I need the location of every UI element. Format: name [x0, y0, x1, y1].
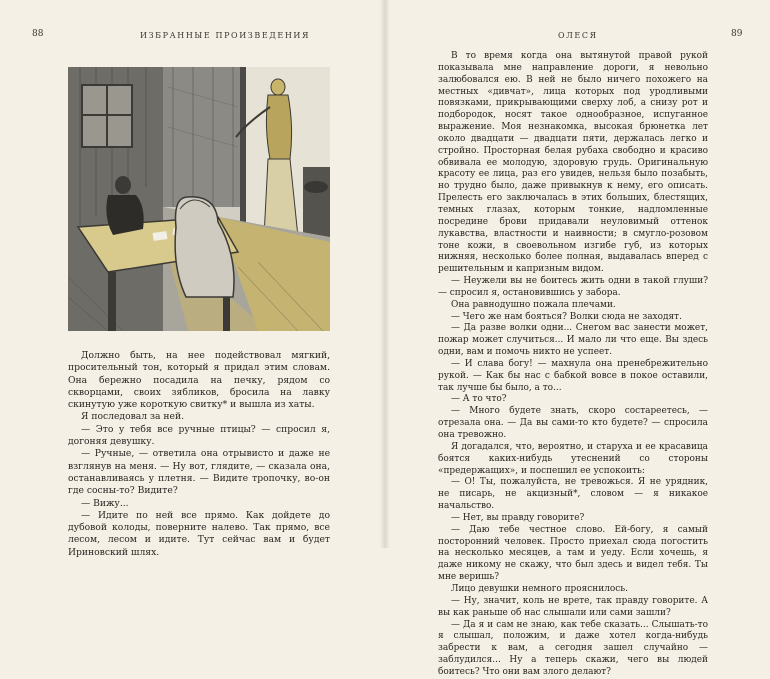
paragraph: — Неужели вы не боитесь жить одни в такой глуши? — спросил я, остановившись у забора.	[438, 276, 708, 298]
paragraph: — Много будете знать, скоро состареетесь, — отрезала она. — Да вы сами-то кто будете? — спросила она тревожно.	[438, 406, 708, 440]
hut-interior-illustration	[68, 67, 330, 331]
paragraph: Я последовал за ней.	[81, 411, 185, 423]
left-page	[0, 0, 384, 558]
paragraph: — Да разве волки одни... Снегом вас занести может, пожар может случиться... И мало ли что еще. Вы здесь одни, вам и помочь никто не успеет.	[438, 323, 708, 358]
right-page	[386, 0, 770, 677]
paragraph: — О! Ты, пожалуйста, не тревожься. Я не урядник, не писарь, не акцизный*, словом — я никакое начальство.	[438, 477, 708, 512]
paragraph: В то время когда она вытянутой правой рукой показывала мне направление дороги, я невольно залюбовался ею. В ней не было ничего похожего на местных «дивчат», лица которых под уродливыми повязками, прикрывающими сверху лоб, а снизу рот и подбородок, носят такое однообразное, испуганное выражение. Моя незнакомка, высокая брюнетка лет около двадцати — двадцати пяти, держалась легко и стройно. Просторная белая рубаха свободно и красиво обвивала ее молодую, здоровую грудь. Оригинальную красоту ее лица, раз его увидев, нельзя было позабыть, но трудно было, даже привыкнув к нему, его описать. Прелесть его заключалась в этих больших, блестящих, темных глазах, которым тонкие, надломленные посредине брови придавали неуловимый оттенок лукавства, властности и наивности; в смугло-розовом тоне кожи, в своевольном изгибе губ, из которых нижняя, несколько более полная, выдавалась вперед с решительным и капризным видом.	[438, 51, 708, 275]
running-head: ИЗБРАННЫЕ ПРОИЗВЕДЕНИЯ	[140, 31, 311, 40]
right-body-text	[438, 51, 708, 679]
paragraph: — Это у тебя все ручные птицы? — спросил я, догоняя девушку.	[68, 423, 330, 448]
paragraph: — Нет, вы правду говорите?	[451, 512, 585, 523]
paragraph: — Ручные, — ответила она отрывисто и даже не взглянув на меня. — Ну вот, глядите, — сказала она, останавливаясь у плетня. — Видите тропочку, во-он где сосны-то? Видите?	[68, 448, 330, 497]
paragraph: — Да я и сам не знаю, как тебе сказать... Слышать-то я слышал, положим, и даже хотел когда-нибудь забрести к вам, а сегодня зашел случайно — заблудился... Ну а теперь скажи, чего вы людей боитесь? Что они вам злого делают?	[438, 619, 708, 677]
paragraph: — Идите по ней все прямо. Как дойдете до дубовой колоды, поверните налево. Так прямо, все лесом, лесом и идите. Тут сейчас вам и будет Ириновский шлях.	[68, 509, 330, 558]
paragraph: Она равнодушно пожала плечами.	[451, 299, 616, 310]
paragraph: — Ну, значит, коль не врете, так правду говорите. А вы как раньше об нас слышали или сами зашли?	[438, 595, 708, 618]
paragraph: Лицо девушки немного прояснилось.	[451, 583, 628, 594]
paragraph: — И слава богу! — махнула она пренебрежительно рукой. — Как бы нас с бабкой вовсе в покое оставили, так лучше бы было, а то...	[438, 358, 708, 393]
paragraph: — Чего же нам бояться? Волки сюда не заходят.	[451, 311, 682, 322]
paragraph: Я догадался, что, вероятно, и старуха и ее красавица боятся каких-нибудь утеснений со стороны «предержащих», и поспешил ее успокоить:	[438, 441, 708, 476]
running-head: ОЛЕСЯ	[558, 31, 598, 40]
page-number: 88	[32, 29, 44, 39]
paragraph: — А то что?	[451, 394, 507, 405]
left-body-text	[68, 350, 330, 559]
illustration	[68, 67, 330, 331]
paragraph: Должно быть, на нее подействовал мягкий, просительный тон, который я придал этим словам. Она бережно посадила на печку, рядом со скворцами, своих зябликов, бросила на лавку скинутую уже короткую свитку* и вышла из хаты.	[68, 350, 330, 411]
paragraph: — Даю тебе честное слово. Ей-богу, я самый посторонний человек. Просто приехал сюда погостить на несколько месяцев, а там и уеду. Если хочешь, я даже никому не скажу, что был здесь и видел тебя. Ты мне веришь?	[438, 524, 708, 583]
page-number: 89	[731, 29, 743, 39]
paragraph: — Вижу...	[81, 497, 129, 509]
